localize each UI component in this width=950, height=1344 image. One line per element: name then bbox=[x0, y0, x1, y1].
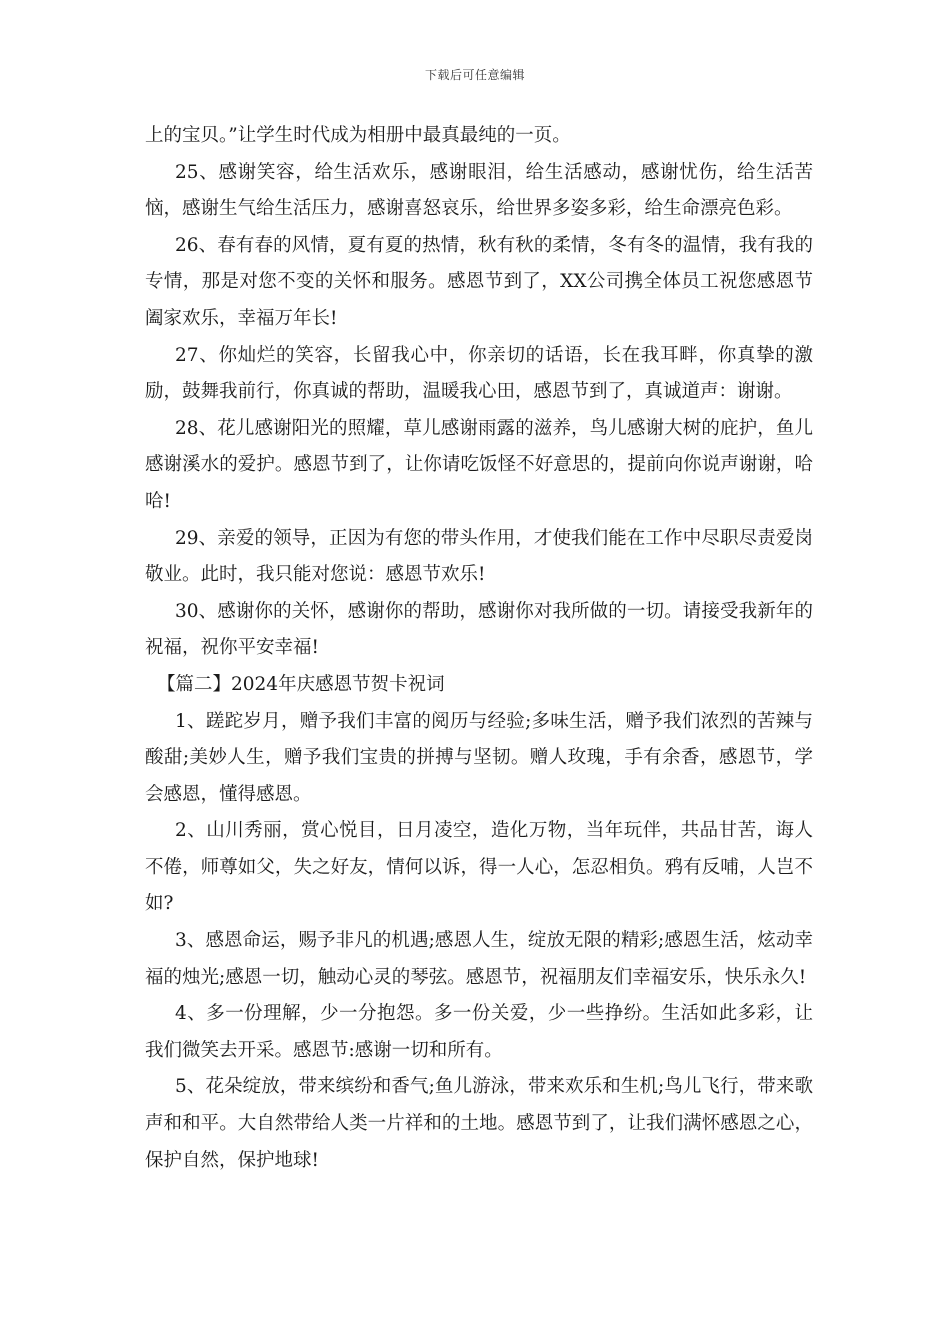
paragraph: 26、春有春的风情，夏有夏的热情，秋有秋的柔情，冬有冬的温情，我有我的专情，那是对您不变的关怀和服务。感恩节到了，XX公司携全体员工祝您感恩节阖家欢乐，幸福万年长! bbox=[145, 234, 813, 329]
paragraph: 4、多一份理解，少一分抱怨。多一份关爱，少一些挣纷。生活如此多彩，让我们微笑去开采。感恩节:感谢一切和所有。 bbox=[145, 1003, 813, 1061]
document-body bbox=[145, 118, 813, 1179]
paragraph: 5、花朵绽放，带来缤纷和香气;鱼儿游泳，带来欢乐和生机;鸟儿飞行，带来歌声和和平。大自然带给人类一片祥和的土地。感恩节到了，让我们满怀感恩之心，保护自然，保护地球! bbox=[145, 1076, 813, 1171]
paragraph: 27、你灿烂的笑容，长留我心中，你亲切的话语，长在我耳畔，你真挚的激励，鼓舞我前行，你真诚的帮助，温暖我心田，感恩节到了，真诚道声：谢谢。 bbox=[145, 344, 813, 403]
paragraph: 上的宝贝。”让学生时代成为相册中最真最纯的一页。 bbox=[145, 125, 571, 146]
paragraph: 28、花儿感谢阳光的照耀，草儿感谢雨露的滋养，鸟儿感谢大树的庇护，鱼儿感谢溪水的爱护。感恩节到了，让你请吃饭怪不好意思的，提前向你说声谢谢，哈哈! bbox=[145, 417, 813, 512]
paragraph: 1、蹉跎岁月，赠予我们丰富的阅历与经验;多味生活，赠予我们浓烈的苦辣与酸甜;美妙人生，赠予我们宝贵的拼搏与坚韧。赠人玫瑰，手有余香，感恩节，学会感恩，懂得感恩。 bbox=[145, 710, 813, 805]
paragraph: 29、亲爱的领导，正因为有您的带头作用，才使我们能在工作中尽职尽责爱岗敬业。此时，我只能对您说：感恩节欢乐! bbox=[145, 527, 813, 586]
paragraph: 25、感谢笑容，给生活欢乐，感谢眼泪，给生活感动，感谢忧伤，给生活苦恼，感谢生气给生活压力，感谢喜怒哀乐，给世界多姿多彩，给生命漂亮色彩。 bbox=[145, 161, 813, 220]
paragraph: 30、感谢你的关怀，感谢你的帮助，感谢你对我所做的一切。请接受我新年的祝福，祝你平安幸福! bbox=[145, 600, 813, 659]
paragraph: 2、山川秀丽，赏心悦目，日月凌空，造化万物，当年玩伴，共品甘苦，诲人不倦，师尊如父，失之好友，情何以诉，得一人心，怎忍相负。鸦有反哺，人岂不如? bbox=[145, 820, 813, 915]
page-header-note: 下载后可任意编辑 bbox=[424, 68, 525, 82]
paragraph: 3、感恩命运，赐予非凡的机遇;感恩人生，绽放无限的精彩;感恩生活，炫动幸福的烛光;感恩一切，触动心灵的琴弦。感恩节，祝福朋友们幸福安乐，快乐永久! bbox=[145, 930, 813, 988]
section-heading: 【篇二】2024年庆感恩节贺卡祝词 bbox=[157, 673, 445, 695]
